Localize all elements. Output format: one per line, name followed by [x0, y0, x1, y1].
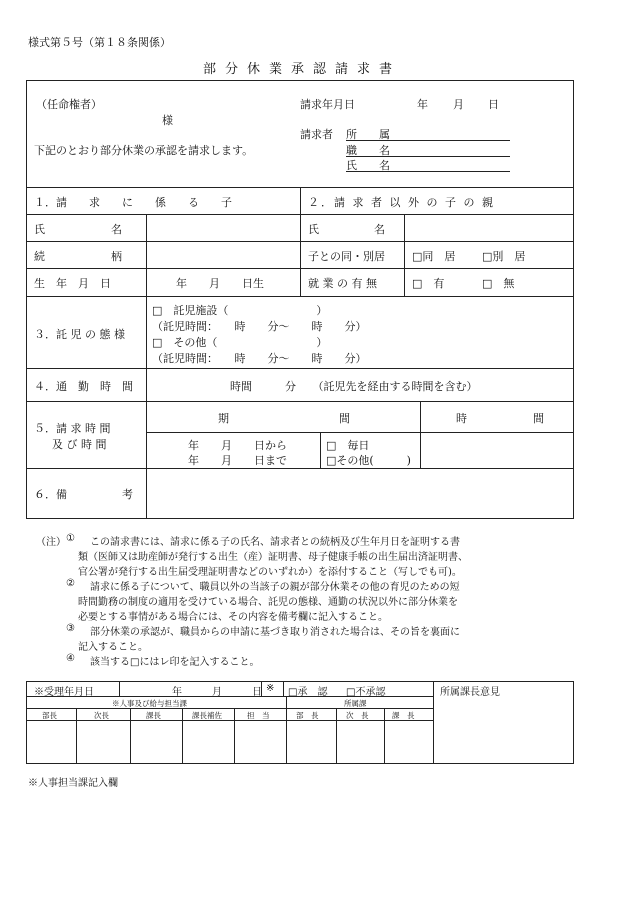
- section1-heading: １．請 求 に 係 る 子: [34, 196, 232, 209]
- name-label: 氏 名: [346, 159, 390, 172]
- note2-line2: 時間勤務の制度の適用を受けている場合、託児の態様、通勤の状況以外に部分休業を: [78, 597, 458, 608]
- form-number: 様式第５号（第１８条関係）: [28, 36, 171, 49]
- col-dept-jicho: 次 長: [346, 711, 369, 720]
- name-line[interactable]: [346, 171, 510, 172]
- section-chief-opinion-label: 所属課長意見: [440, 687, 500, 698]
- section4-heading: ４．通 勤 時 間: [34, 380, 133, 393]
- footer-note: ※人事担当課記入欄: [28, 778, 118, 789]
- note2-line3: 必要とする事情がある場合には、その内容を備考欄に記入すること。: [78, 612, 388, 623]
- section5-heading-line2: 及 び 時 間: [52, 438, 107, 451]
- child-relation-label: 続 柄: [34, 250, 122, 263]
- date-year: 年: [417, 98, 428, 111]
- position-label: 職 名: [346, 144, 390, 157]
- period-label: 期 間: [218, 412, 350, 425]
- col-kacho-hosa: 課長補佐: [192, 711, 222, 720]
- note3-line1: 部分休業の承認が、職員からの申請に基づき取り消された場合は、その旨を裏面に: [90, 627, 460, 638]
- note4-mark: ④: [66, 653, 75, 664]
- col-tanto: 担 当: [247, 711, 270, 720]
- employment-label: 就 業 の 有 無: [308, 277, 377, 290]
- parent-name-label: 氏 名: [308, 223, 385, 236]
- note3-mark: ③: [66, 623, 75, 634]
- date-month: 月: [453, 98, 464, 111]
- section6-heading: ６．備 考: [34, 488, 133, 501]
- requester-label: 請求者: [300, 128, 333, 141]
- child-birth-value: 年 月 日生: [176, 277, 264, 290]
- dept-group-label: 所属課: [344, 699, 367, 708]
- received-date-value: 年 月 日: [172, 687, 262, 698]
- section3-heading: ３．託 児 の 態 様: [34, 328, 125, 341]
- form-title: 部分休業承認請求書: [203, 62, 402, 77]
- period-from: 年 月 日から: [188, 439, 287, 452]
- request-date-label: 請求年月日: [300, 98, 355, 111]
- approve-checkbox[interactable]: □承 認: [288, 687, 328, 698]
- note2-line1: 請求に係る子について、職員以外の当該子の親が部分休業その他の育児のための短: [90, 582, 460, 593]
- date-day: 日: [488, 98, 499, 111]
- commute-value: 時間 分 （託児先を経由する時間を含む）: [230, 380, 478, 393]
- hr-group-label: ※人事及び給与担当課: [112, 699, 187, 708]
- section2-heading: ２．請 求 者 以 外 の 子 の 親: [308, 196, 495, 209]
- note4-line1: 該当する□にはレ印を記入すること。: [90, 657, 260, 668]
- cohabit-same-checkbox[interactable]: □同 居: [412, 250, 456, 263]
- received-date-label: ※受理年月日: [34, 687, 94, 698]
- col-jicho: 次長: [94, 711, 109, 720]
- note1-mark: ①: [66, 533, 75, 544]
- childcare-facility-line[interactable]: □ 託児施設（ ）: [152, 304, 328, 317]
- childcare-other-line[interactable]: □ その他（ ）: [152, 336, 328, 349]
- child-birth-label: 生 年 月 日: [34, 277, 111, 290]
- employment-yes-checkbox[interactable]: □ 有: [412, 277, 445, 290]
- childcare-facility-hours: （託児時間： 時 分～ 時 分）: [152, 320, 367, 333]
- section5-heading-line1: ５．請 求 時 間: [34, 422, 111, 435]
- cohabit-separate-checkbox[interactable]: □別 居: [482, 250, 526, 263]
- note1-line2: 類（医師又は助産師が発行する出生（産）証明書、母子健康手帳の出生届出済証明書、: [78, 552, 468, 563]
- childcare-other-hours: （託児時間： 時 分～ 時 分）: [152, 352, 367, 365]
- affiliation-line[interactable]: [346, 140, 510, 141]
- cohabit-label: 子との同・別居: [308, 250, 385, 263]
- disapprove-checkbox[interactable]: □不承認: [346, 687, 386, 698]
- note2-mark: ②: [66, 578, 75, 589]
- note1-line1: この請求書には、請求に係る子の氏名、請求者との続柄及び生年月日を証明する書: [90, 537, 460, 548]
- appointer-label: （任命権者）: [36, 98, 102, 111]
- daily-checkbox[interactable]: □ 毎日: [326, 439, 370, 452]
- employment-no-checkbox[interactable]: □ 無: [482, 277, 515, 290]
- notes-prefix: （注）: [36, 537, 66, 548]
- col-bucho: 部長: [42, 711, 57, 720]
- time-label: 時 間: [456, 412, 544, 425]
- office-mark: ※: [266, 683, 275, 694]
- note3-line2: 記入すること。: [78, 642, 148, 653]
- note1-line3: 官公署が発行する出生届受理証明書などのいずれか）を添付すること（写しでも可)。: [78, 567, 462, 578]
- affiliation-label: 所 属: [346, 128, 390, 141]
- honorific: 様: [162, 114, 173, 127]
- col-dept-kacho: 課 長: [392, 711, 415, 720]
- col-kacho: 課長: [146, 711, 161, 720]
- other-checkbox[interactable]: □その他( ): [326, 454, 411, 467]
- col-dept-bucho: 部 長: [296, 711, 319, 720]
- period-to: 年 月 日まで: [188, 454, 287, 467]
- request-sentence: 下記のとおり部分休業の承認を請求します。: [34, 144, 254, 157]
- child-name-label: 氏 名: [34, 223, 122, 236]
